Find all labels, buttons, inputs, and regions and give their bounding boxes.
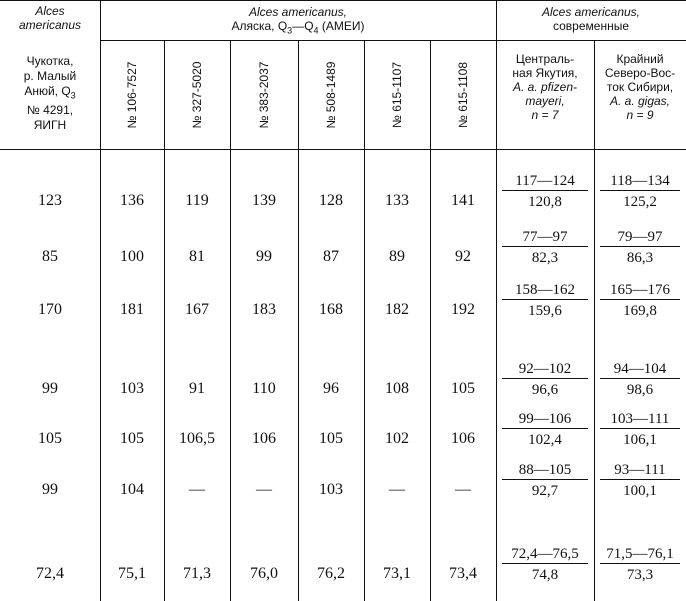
ne-range-mean (600, 546, 680, 584)
ne-range: 165—176 (600, 282, 680, 300)
alaska-value: 104 (120, 481, 144, 498)
yakutia-line: mayeri, (525, 94, 565, 108)
yakutia-mean: 96,6 (531, 382, 559, 398)
ne-range-mean (600, 229, 680, 267)
ne-siberia-line: Северо-Вос- (604, 66, 676, 80)
alaska-value: 105 (319, 430, 343, 447)
col1-subtitle (0, 54, 100, 133)
yakutia-range: 99—106 (502, 411, 588, 429)
col1-line: р. Малый (23, 69, 77, 83)
yakutia-range: 72,4—76,5 (502, 546, 588, 564)
table-top-border (0, 0, 686, 1)
ne-mean: 125,2 (623, 194, 657, 210)
alaska-value: 73,4 (449, 565, 477, 582)
alaska-value: 128 (319, 192, 343, 209)
ne-mean: 106,1 (623, 432, 657, 448)
yakutia-range-mean (502, 361, 588, 399)
alaska-value: 71,3 (183, 565, 211, 582)
ne-range-mean (600, 411, 680, 449)
yakutia-mean: 82,3 (531, 250, 559, 266)
alaska-value: 76,0 (250, 565, 278, 582)
alaska-value: 75,1 (118, 565, 146, 582)
col-divider (230, 41, 231, 601)
ne-range-mean (600, 173, 680, 211)
ne-range: 93—111 (600, 462, 680, 480)
alaska-value: 102 (385, 430, 409, 447)
specimen-header: № 383-2037 (257, 61, 271, 129)
alaska-value: 106 (252, 430, 276, 447)
col1-line: ЯИГН (33, 118, 67, 133)
alaska-value: 99 (256, 248, 272, 265)
alaska-value: 106 (451, 430, 475, 447)
yakutia-range-mean (502, 546, 588, 584)
header-bottom-border (0, 149, 686, 150)
ne-range-mean (600, 361, 680, 399)
alaska-value: 89 (389, 248, 405, 265)
ne-range: 94—104 (600, 361, 680, 379)
alaska-title-place: Аляска, Q (231, 19, 288, 33)
ne-mean: 86,3 (626, 250, 654, 266)
alaska-value: — (189, 481, 205, 498)
alaska-title-dash: —Q (292, 19, 314, 33)
ne-mean: 169,8 (623, 303, 657, 319)
alaska-value: 105 (120, 430, 144, 447)
alaska-value: 87 (323, 248, 339, 265)
specimen-header: № 615-1108 (456, 61, 470, 129)
col1-line: № 4291, (26, 103, 74, 118)
specimen-header: № 615-1107 (390, 61, 404, 129)
col1-q-index: 3 (70, 90, 76, 101)
header-divider-modern (496, 40, 686, 41)
yakutia-line: Централь- (515, 52, 575, 66)
alaska-value: 182 (385, 301, 409, 318)
col1-line: Чукотка, (26, 54, 74, 68)
alaska-title-latin: Alces americanus, (248, 5, 348, 19)
yakutia-mean: 159,6 (528, 303, 562, 319)
ne-range-mean (600, 462, 680, 500)
specimen-header: № 327-5020 (190, 61, 204, 129)
alaska-value: 183 (252, 301, 276, 318)
yakutia-range-mean (502, 173, 588, 211)
col-divider (594, 41, 595, 601)
col-divider (430, 41, 431, 601)
yakutia-range: 158—162 (502, 282, 588, 300)
ne-range: 79—97 (600, 229, 680, 247)
alaska-value: — (389, 481, 405, 498)
yakutia-range: 77—97 (502, 229, 588, 247)
alaska-value: 73,1 (383, 565, 411, 582)
alaska-value: 96 (323, 380, 339, 397)
yakutia-line: ная Якутия, (512, 66, 578, 80)
yakutia-header (496, 52, 594, 122)
alaska-value: 181 (120, 301, 144, 318)
chukotka-value: 123 (38, 192, 62, 209)
alaska-value: 133 (385, 192, 409, 209)
modern-title-rest: современные (552, 19, 629, 33)
alaska-value: — (256, 481, 272, 498)
chukotka-value: 72,4 (36, 565, 64, 582)
alaska-q4-index: 4 (313, 25, 319, 36)
ne-range: 71,5—76,1 (600, 546, 680, 564)
yakutia-range-mean (502, 229, 588, 267)
yakutia-range-mean (502, 282, 588, 320)
alaska-value: 100 (120, 248, 144, 265)
modern-group-title (496, 5, 686, 33)
specimen-header: № 106-7527 (125, 61, 139, 129)
alaska-value: 141 (451, 192, 475, 209)
chukotka-value: 170 (38, 301, 62, 318)
alaska-value: 105 (451, 380, 475, 397)
alaska-value: 136 (120, 192, 144, 209)
chukotka-value: 85 (42, 248, 58, 265)
alaska-value: 76,2 (317, 565, 345, 582)
alaska-value: 167 (185, 301, 209, 318)
alaska-q3-index: 3 (287, 25, 293, 36)
specimen-header: № 508-1489 (324, 61, 338, 129)
chukotka-value: 105 (38, 430, 62, 447)
ne-siberia-line: ток Сибири, (606, 80, 674, 94)
ne-siberia-line: n = 9 (626, 108, 654, 122)
alaska-value: 110 (252, 380, 276, 397)
yakutia-range-mean (502, 462, 588, 500)
alaska-value: 119 (185, 192, 209, 209)
modern-title-latin: Alces americanus, (541, 5, 641, 19)
col-divider (364, 41, 365, 601)
chukotka-value: 99 (42, 481, 58, 498)
alaska-value: — (455, 481, 471, 498)
yakutia-range-mean (502, 411, 588, 449)
col1-line (0, 84, 100, 103)
yakutia-mean: 74,8 (531, 567, 559, 583)
ne-range: 118—134 (600, 173, 680, 191)
alaska-value: 168 (319, 301, 343, 318)
ne-siberia-header (594, 52, 686, 122)
yakutia-mean: 120,8 (528, 194, 562, 210)
chukotka-value: 99 (42, 380, 58, 397)
ne-mean: 73,3 (626, 567, 654, 583)
alaska-group-title (100, 5, 496, 37)
col1-title (0, 4, 100, 32)
yakutia-line: A. a. pfizen- (512, 80, 578, 94)
ne-siberia-line: A. a. gigas, (609, 94, 671, 108)
col-divider (164, 41, 165, 601)
ne-mean: 98,6 (626, 382, 654, 398)
yakutia-range: 117—124 (502, 173, 588, 191)
col-divider (298, 41, 299, 601)
alaska-title-rest (100, 19, 496, 37)
alaska-value: 91 (189, 380, 205, 397)
yakutia-range: 92—102 (502, 361, 588, 379)
alaska-value: 81 (189, 248, 205, 265)
alaska-value: 103 (120, 380, 144, 397)
col1-title-text: Alces americanus (18, 4, 82, 32)
ne-range-mean (600, 282, 680, 320)
yakutia-mean: 102,4 (528, 432, 562, 448)
ne-mean: 100,1 (623, 483, 657, 499)
alaska-value: 92 (455, 248, 471, 265)
alaska-title-source: (АМЕИ) (318, 19, 365, 33)
alaska-value: 139 (252, 192, 276, 209)
ne-siberia-line: Крайний (616, 52, 664, 66)
yakutia-mean: 92,7 (531, 483, 559, 499)
yakutia-line: n = 7 (531, 108, 559, 122)
yakutia-range: 88—105 (502, 462, 588, 480)
ne-range: 103—111 (600, 411, 680, 429)
alaska-value: 192 (451, 301, 475, 318)
alaska-value: 108 (385, 380, 409, 397)
alaska-value: 103 (319, 481, 343, 498)
alaska-value: 106,5 (179, 430, 215, 447)
col1-line-text: Анюй, Q (24, 84, 71, 98)
